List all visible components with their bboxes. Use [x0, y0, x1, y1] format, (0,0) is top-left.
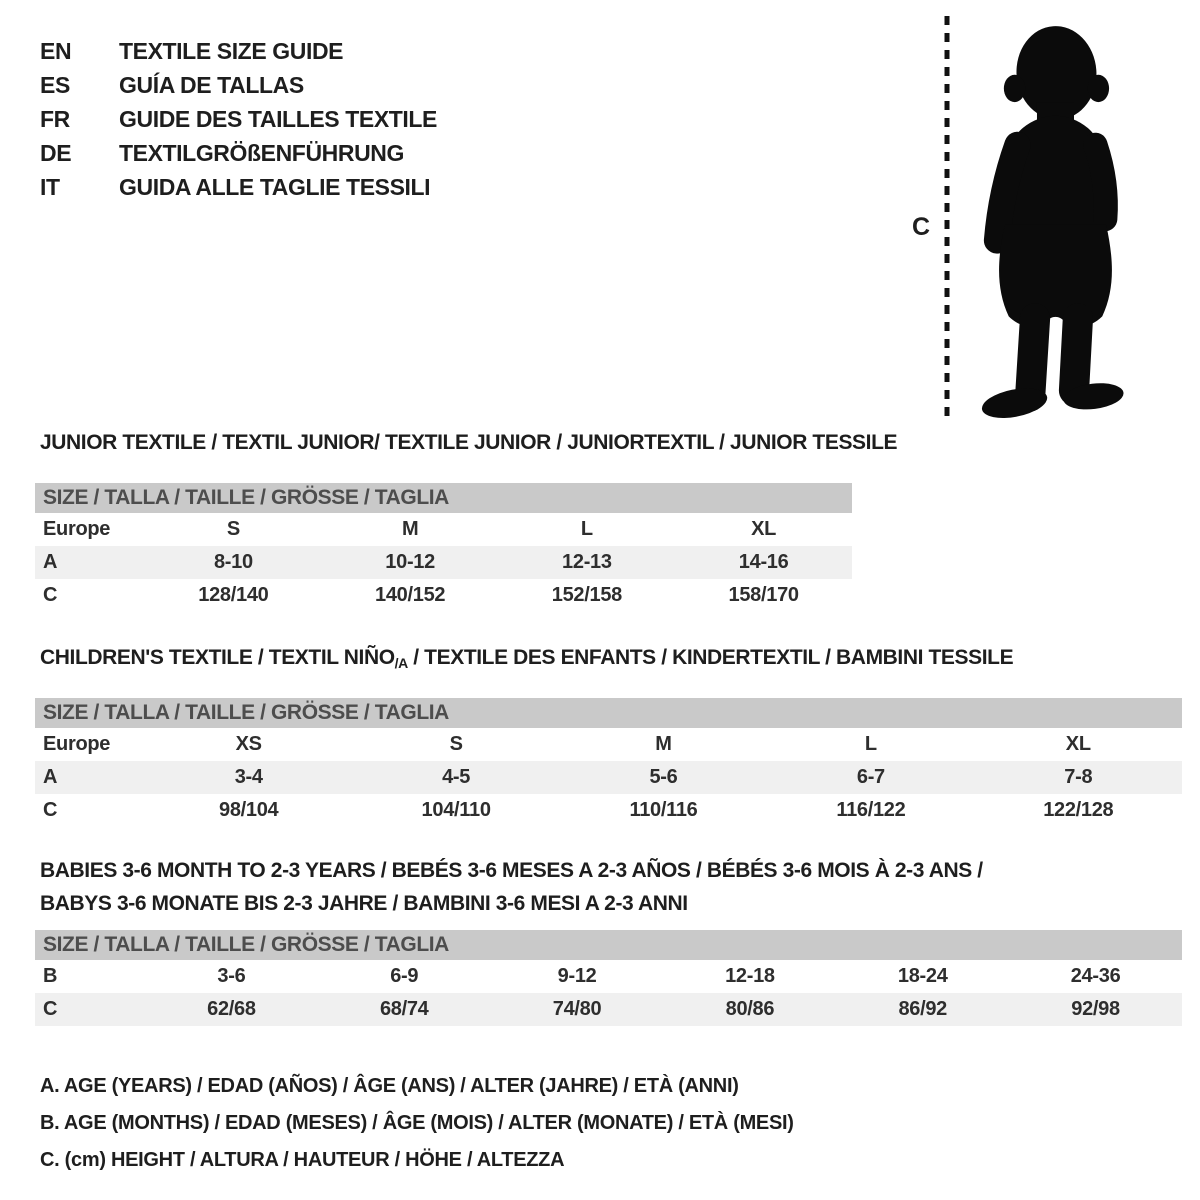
row-value: 3-6 [217, 965, 246, 987]
baby-silhouette-icon [960, 14, 1150, 424]
row-value: 110/116 [629, 799, 698, 821]
row-value: 116/122 [836, 799, 906, 821]
row-value: 10-12 [385, 551, 435, 573]
language-row [40, 34, 437, 68]
row-value: S [449, 733, 463, 755]
language-row [40, 102, 437, 136]
row-value: 86/92 [898, 998, 948, 1020]
row-value: 12-13 [562, 551, 612, 573]
babies-heading: BABIES 3-6 MONTH TO 2-3 YEARS / BEBÉS 3-6 MESES A 2-3 AÑOS / BÉBÉS 3-6 MOIS À 2-3 ANS / [40, 859, 983, 882]
language-row [40, 136, 437, 170]
row-value: 158/170 [728, 584, 799, 606]
row-value: S [226, 518, 240, 540]
row-label: C [43, 998, 58, 1020]
height-label-c: C [912, 213, 931, 241]
row-value: 68/74 [379, 998, 429, 1020]
language-code: ES [40, 71, 70, 98]
table-row [35, 761, 1182, 794]
row-value: XL [1065, 733, 1091, 755]
row-value: 3-4 [234, 766, 263, 788]
row-value: 80/86 [725, 998, 775, 1020]
row-value: M [401, 518, 419, 540]
row-value: 8-10 [213, 551, 253, 573]
language-code: IT [40, 173, 60, 200]
size-table-header: SIZE / TALLA / TAILLE / GRÖSSE / TAGLIA [35, 483, 852, 513]
children-size-table [35, 698, 1182, 827]
table-row [35, 579, 852, 612]
row-value: 104/110 [421, 799, 491, 821]
size-table-header: SIZE / TALLA / TAILLE / GRÖSSE / TAGLIA [35, 698, 1182, 728]
row-label: C [43, 799, 58, 821]
language-row [40, 68, 437, 102]
row-value: M [655, 733, 672, 755]
size-table-header: SIZE / TALLA / TAILLE / GRÖSSE / TAGLIA [35, 930, 1182, 960]
row-value: 92/98 [1071, 998, 1120, 1020]
heading-pre: CHILDREN'S TEXTILE / TEXTIL NIÑO [40, 646, 395, 669]
heading-sub: /A [394, 655, 408, 671]
guide-title: TEXTILGRÖßENFÜHRUNG [119, 139, 404, 166]
row-label: Europe [43, 518, 111, 540]
heading-post: / TEXTILE DES ENFANTS / KINDERTEXTIL / BAMBINI TESSILE [407, 646, 1014, 669]
row-label: B [43, 965, 58, 987]
row-value: 7-8 [1064, 766, 1093, 788]
table-row [35, 728, 1182, 761]
row-value: 98/104 [219, 799, 279, 821]
table-row [35, 513, 852, 546]
language-code: FR [40, 105, 70, 132]
row-value: 128/140 [198, 584, 269, 606]
row-value: 122/128 [1043, 799, 1114, 821]
row-value: 152/158 [551, 584, 622, 606]
section-junior-textile [35, 431, 898, 612]
babies-size-table [35, 930, 1182, 1026]
row-value: L [864, 733, 877, 755]
row-value: XS [235, 733, 262, 755]
guide-title: GUIDE DES TAILLES TEXTILE [119, 105, 437, 132]
row-value: 6-9 [390, 965, 419, 987]
row-label: C [43, 584, 58, 606]
legend-block [40, 1068, 794, 1179]
row-value: XL [751, 518, 777, 540]
row-value: 140/152 [375, 584, 446, 606]
guide-title: GUÍA DE TALLAS [119, 71, 304, 98]
junior-heading: JUNIOR TEXTILE / TEXTIL JUNIOR/ TEXTILE JUNIOR / JUNIORTEXTIL / JUNIOR TESSILE [40, 431, 898, 454]
row-value: 14-16 [738, 551, 789, 573]
baby-figure [900, 0, 1200, 440]
table-row [35, 546, 852, 579]
row-value: 12-18 [725, 965, 775, 987]
row-label: A [43, 766, 58, 788]
row-value: 4-5 [442, 766, 471, 788]
children-heading [35, 646, 1182, 675]
row-value: 6-7 [856, 766, 885, 788]
row-value: 9-12 [557, 965, 597, 987]
table-row [35, 794, 1182, 827]
row-label: A [43, 551, 58, 573]
language-row [40, 170, 437, 204]
table-row [35, 960, 1182, 993]
height-dashed-line [943, 16, 951, 416]
row-value: 18-24 [897, 965, 948, 987]
section-babies-textile [35, 854, 1182, 1026]
legend-line: C. (cm) HEIGHT / ALTURA / HAUTEUR / HÖHE / ALTEZZA [40, 1149, 565, 1171]
section-childrens-textile [35, 646, 1182, 827]
legend-line: B. AGE (MONTHS) / EDAD (MESES) / ÂGE (MOIS) / ALTER (MONATE) / ETÀ (MESI) [40, 1112, 794, 1134]
row-label: Europe [43, 733, 111, 755]
guide-title: GUIDA ALLE TAGLIE TESSILI [119, 173, 431, 200]
legend-line: A. AGE (YEARS) / EDAD (AÑOS) / ÂGE (ANS) / ALTER (JAHRE) / ETÀ (ANNI) [40, 1075, 739, 1097]
row-value: 5-6 [649, 766, 678, 788]
row-value: 24-36 [1070, 965, 1121, 987]
row-value: 74/80 [552, 998, 602, 1020]
language-code: DE [40, 139, 72, 166]
babies-heading: BABYS 3-6 MONATE BIS 2-3 JAHRE / BAMBINI 3-6 MESI A 2-3 ANNI [40, 892, 688, 915]
language-title-block [40, 34, 437, 204]
table-row [35, 993, 1182, 1026]
row-value: L [580, 518, 593, 540]
language-code: EN [40, 37, 72, 64]
junior-size-table [35, 483, 852, 612]
guide-title: TEXTILE SIZE GUIDE [119, 37, 344, 64]
row-value: 62/68 [207, 998, 256, 1020]
